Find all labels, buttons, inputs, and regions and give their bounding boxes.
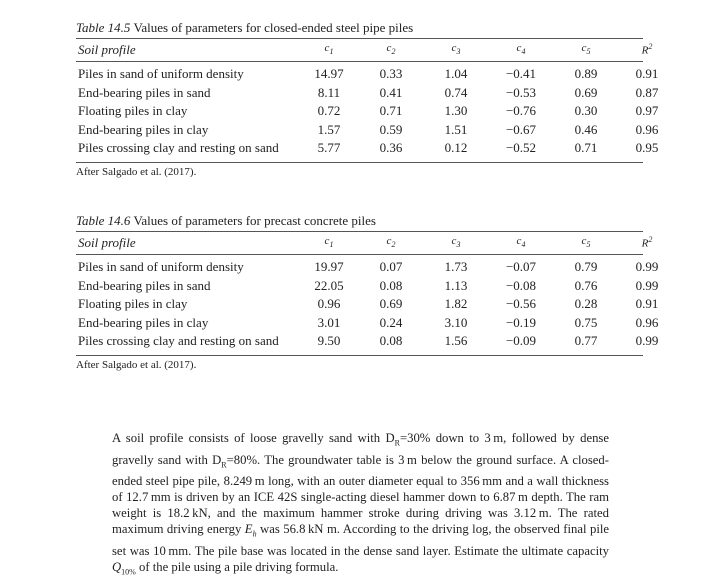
table-row: Piles in sand of uniform density 14.97 0.33 1.04 −0.41 0.89 0.91 — [78, 66, 659, 81]
header-c1: $c_1$ — [324, 235, 334, 250]
table-row: Piles crossing clay and resting on sand 5.77 0.36 0.12 −0.52 0.71 0.95 — [78, 140, 659, 155]
table-row: Floating piles in clay 0.72 0.71 1.30 −0.76 0.30 0.97 — [78, 103, 659, 118]
header-r2: $R^2$ — [641, 42, 653, 57]
table-row: End-bearing piles in clay 1.57 0.59 1.51 −0.67 0.46 0.96 — [78, 121, 659, 137]
header-c1: $c_1$ — [324, 42, 334, 57]
table-source-note: After Salgado et al. (2017). — [76, 358, 197, 371]
header-soil-profile: Soil profile — [78, 235, 136, 250]
table-number: Table 14.5 — [76, 20, 131, 35]
table-header — [76, 231, 653, 255]
header-c2: $c_2$ — [386, 42, 396, 57]
table-row: End-bearing piles in sand 22.05 0.08 1.13 −0.08 0.76 0.99 — [78, 277, 659, 293]
table-caption — [76, 213, 643, 231]
problem-statement: A soil profile consists of loose gravelly sand with $D_R=30\%$ down to 3 m, followed by dense gravelly sand with $D_R=80\%$. The groundwater table is 3 m below the ground surface. A closed-ended steel pipe pile, 8.249 m long, with an outer diameter equal to 356 mm and a wall thickness of 12.7 mm is driven by an ICE 42S single-acting diesel hammer down to 6.87 m depth. The ram weight is 18.2 kN, and the maximum hammer stroke during driving was 3.12 m. The rated maximum driving energy $E_h$ was 56.8 kN m. According to the driving log, the observed final pile set was 10 mm. The pile base was located in the dense sand layer. Estimate the ultimate capacity $Q_{10\%}$ of the pile using a pile driving formula. — [112, 431, 609, 577]
table-row: End-bearing piles in clay 3.01 0.24 3.10 −0.19 0.75 0.96 — [78, 314, 659, 330]
table-header — [76, 38, 653, 62]
table-row: Floating piles in clay 0.96 0.69 1.82 −0.56 0.28 0.91 — [78, 296, 659, 311]
table-title: Values of parameters for closed-ended steel pipe piles — [133, 20, 414, 35]
table-row: Piles crossing clay and resting on sand 9.50 0.08 1.56 −0.09 0.77 0.99 — [78, 333, 659, 348]
table-caption — [76, 20, 643, 38]
table-source-note: After Salgado et al. (2017). — [76, 165, 197, 178]
header-r2: $R^2$ — [641, 235, 653, 250]
table-14-6 — [76, 213, 659, 371]
table-14-5 — [76, 20, 659, 178]
header-c4: $c_4$ — [516, 42, 526, 57]
header-c3: $c_3$ — [451, 42, 461, 57]
table-row: Piles in sand of uniform density 19.97 0.07 1.73 −0.07 0.79 0.99 — [78, 259, 659, 274]
table-row: End-bearing piles in sand 8.11 0.41 0.74 −0.53 0.69 0.87 — [78, 84, 659, 100]
header-c3: $c_3$ — [451, 235, 461, 250]
header-c5: $c_5$ — [581, 42, 591, 57]
header-c5: $c_5$ — [581, 235, 591, 250]
header-soil-profile: Soil profile — [78, 42, 136, 57]
table-title: Values of parameters for precast concrete piles — [133, 213, 376, 228]
header-c2: $c_2$ — [386, 235, 396, 250]
header-c4: $c_4$ — [516, 235, 526, 250]
table-number: Table 14.6 — [76, 213, 131, 228]
